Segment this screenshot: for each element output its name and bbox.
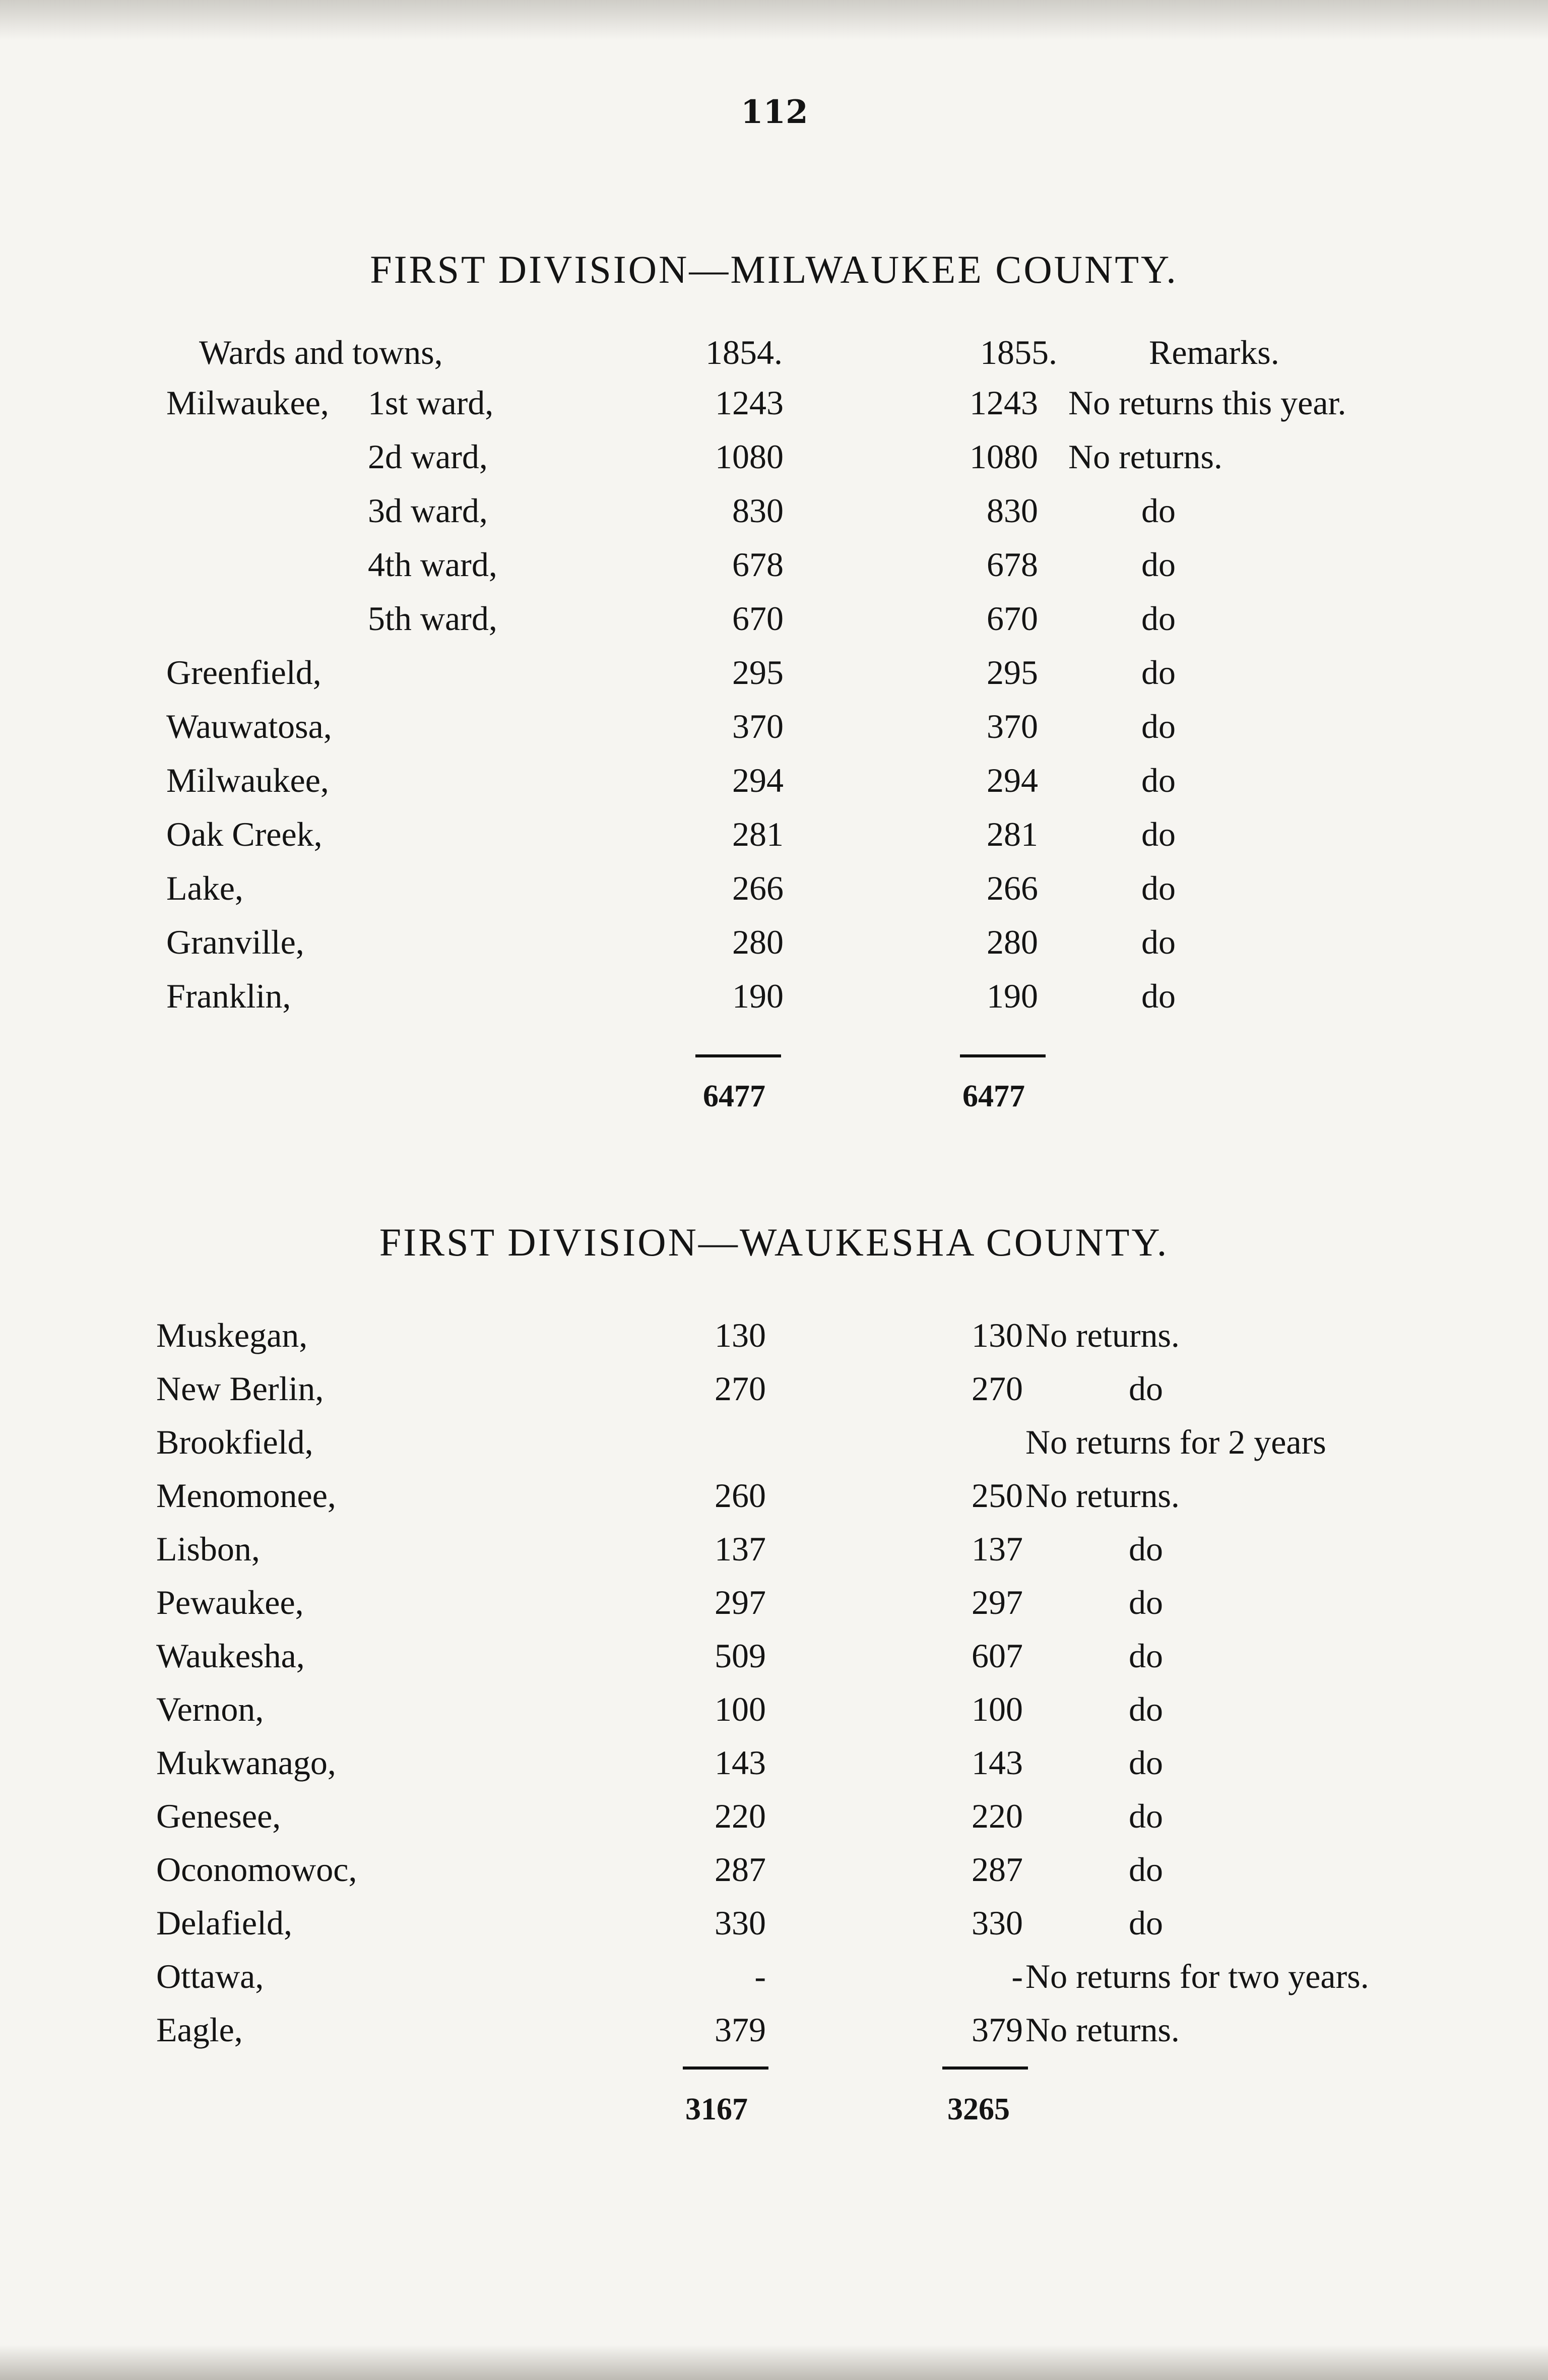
row-value-1855: - — [1011, 1957, 1023, 1995]
row-name: Ottawa, — [156, 1957, 264, 1995]
header-1854: 1854. — [705, 333, 783, 371]
row-value-1855: 330 — [972, 1904, 1023, 1942]
row-value-1855: 137 — [972, 1530, 1023, 1568]
table-row — [0, 1743, 1548, 1798]
row-value-1855: 130 — [972, 1316, 1023, 1354]
row-value-1855: 294 — [987, 761, 1038, 799]
header-remarks: Remarks. — [1149, 333, 1279, 371]
row-value-1855: 1243 — [970, 384, 1038, 422]
waukesha-total-1855: 3265 — [947, 2092, 1010, 2126]
row-value-1854: 143 — [715, 1743, 766, 1782]
row-remarks: do — [1141, 869, 1176, 907]
row-name: Oak Creek, — [166, 815, 322, 853]
row-subdivision: 1st ward, — [368, 384, 494, 422]
row-value-1854: 100 — [715, 1690, 766, 1728]
row-value-1854: 295 — [732, 653, 784, 692]
row-remarks: do — [1141, 491, 1176, 530]
row-value-1854: 281 — [732, 815, 784, 853]
row-value-1855: 270 — [972, 1369, 1023, 1408]
row-remarks: No returns. — [1025, 2011, 1180, 2049]
row-name: Eagle, — [156, 2011, 243, 2049]
row-value-1855: 143 — [972, 1743, 1023, 1782]
table-row — [0, 1583, 1548, 1638]
row-remarks: do — [1129, 1637, 1163, 1675]
row-value-1854: 509 — [715, 1637, 766, 1675]
row-remarks: do — [1129, 1690, 1163, 1728]
row-value-1855: 100 — [972, 1690, 1023, 1728]
row-value-1854: 287 — [715, 1850, 766, 1889]
row-name: Oconomowoc, — [156, 1850, 357, 1889]
row-value-1854: 670 — [732, 599, 784, 638]
row-value-1854: 297 — [715, 1583, 766, 1621]
row-value-1855: 607 — [972, 1637, 1023, 1675]
table-row — [0, 1369, 1548, 1424]
table-row — [0, 653, 1548, 708]
header-wards-and-towns: Wards and towns, — [199, 333, 443, 371]
row-name: Genesee, — [156, 1797, 281, 1835]
table-row — [0, 1850, 1548, 1905]
table-row — [0, 437, 1548, 492]
milwaukee-total-1855: 6477 — [962, 1079, 1025, 1113]
row-value-1854: 266 — [732, 869, 784, 907]
row-subdivision: 5th ward, — [368, 599, 497, 638]
row-value-1854: 130 — [715, 1316, 766, 1354]
row-value-1854: 370 — [732, 707, 784, 745]
row-value-1854: - — [754, 1957, 766, 1995]
row-remarks: do — [1141, 707, 1176, 745]
row-value-1854: 280 — [732, 923, 784, 961]
row-remarks: No returns this year. — [1068, 384, 1346, 422]
table-row — [0, 1316, 1548, 1371]
table-row — [0, 1957, 1548, 2012]
row-value-1855: 379 — [972, 2011, 1023, 2049]
row-value-1855: 830 — [987, 491, 1038, 530]
milwaukee-total-1854: 6477 — [703, 1079, 765, 1113]
waukesha-section-title: FIRST DIVISION—WAUKESHA COUNTY. — [379, 1220, 1169, 1264]
row-value-1855: 1080 — [970, 437, 1038, 476]
header-1855: 1855. — [980, 333, 1057, 371]
row-value-1854: 379 — [715, 2011, 766, 2049]
milwaukee-section-title: FIRST DIVISION—MILWAUKEE COUNTY. — [370, 247, 1178, 291]
row-value-1854: 1243 — [715, 384, 784, 422]
row-name: Milwaukee, — [166, 761, 329, 799]
table-row — [0, 599, 1548, 654]
row-value-1855: 295 — [987, 653, 1038, 692]
table-row — [0, 1476, 1548, 1531]
row-value-1855: 250 — [972, 1476, 1023, 1515]
row-name: Granville, — [166, 923, 304, 961]
row-subdivision: 4th ward, — [368, 545, 497, 584]
row-value-1855: 220 — [972, 1797, 1023, 1835]
table-row — [0, 1689, 1548, 1745]
table-row — [0, 976, 1548, 1032]
row-value-1855: 297 — [972, 1583, 1023, 1621]
row-value-1854: 294 — [732, 761, 784, 799]
row-name: Pewaukee, — [156, 1583, 304, 1621]
table-row — [0, 1903, 1548, 1959]
row-value-1854: 190 — [732, 977, 784, 1015]
row-subdivision: 2d ward, — [368, 437, 488, 476]
row-name: Wauwatosa, — [166, 707, 332, 745]
table-row — [0, 1422, 1548, 1478]
table-row — [0, 1796, 1548, 1852]
row-value-1855: 678 — [987, 545, 1038, 584]
row-remarks: do — [1129, 1797, 1163, 1835]
row-name: Franklin, — [166, 977, 291, 1015]
row-remarks: do — [1129, 1904, 1163, 1942]
table-row — [0, 383, 1548, 439]
row-remarks: No returns for two years. — [1025, 1957, 1369, 1995]
waukesha-total-rule-1854 — [683, 2066, 768, 2070]
page-number: 112 — [741, 93, 808, 131]
row-name: Lake, — [166, 869, 243, 907]
row-name: Greenfield, — [166, 653, 321, 692]
table-row — [0, 491, 1548, 546]
row-remarks: No returns. — [1025, 1476, 1180, 1515]
row-remarks: No returns for 2 years — [1025, 1423, 1326, 1461]
table-row — [0, 922, 1548, 978]
bottom-edge-shading — [0, 2345, 1548, 2380]
row-remarks: do — [1141, 599, 1176, 638]
row-remarks: do — [1129, 1850, 1163, 1889]
row-remarks: No returns. — [1025, 1316, 1180, 1354]
row-name: Muskegan, — [156, 1316, 308, 1354]
table-row — [0, 868, 1548, 924]
row-value-1854: 220 — [715, 1797, 766, 1835]
row-remarks: do — [1129, 1583, 1163, 1621]
row-value-1855: 287 — [972, 1850, 1023, 1889]
milwaukee-header-row — [0, 333, 1548, 388]
row-remarks: do — [1141, 653, 1176, 692]
row-remarks: do — [1141, 761, 1176, 799]
milwaukee-total-rule-1854 — [695, 1054, 781, 1057]
row-value-1854: 1080 — [715, 437, 784, 476]
row-name: Waukesha, — [156, 1637, 305, 1675]
table-row — [0, 2010, 1548, 2065]
top-edge-shading — [0, 0, 1548, 40]
row-value-1854: 270 — [715, 1369, 766, 1408]
row-name: Vernon, — [156, 1690, 264, 1728]
table-row — [0, 815, 1548, 870]
table-row — [0, 707, 1548, 762]
row-value-1855: 370 — [987, 707, 1038, 745]
row-remarks: do — [1141, 815, 1176, 853]
row-remarks: do — [1141, 923, 1176, 961]
row-value-1855: 266 — [987, 869, 1038, 907]
row-name: New Berlin, — [156, 1369, 324, 1408]
row-value-1854: 260 — [715, 1476, 766, 1515]
row-name: Milwaukee, — [166, 384, 329, 422]
row-name: Mukwanago, — [156, 1743, 336, 1782]
row-value-1854: 330 — [715, 1904, 766, 1942]
waukesha-total-rule-1855 — [942, 2066, 1028, 2070]
row-value-1855: 280 — [987, 923, 1038, 961]
row-name: Menomonee, — [156, 1476, 336, 1515]
row-remarks: do — [1141, 977, 1176, 1015]
row-value-1854: 137 — [715, 1530, 766, 1568]
row-value-1854: 830 — [732, 491, 784, 530]
waukesha-total-1854: 3167 — [685, 2092, 748, 2126]
row-value-1855: 190 — [987, 977, 1038, 1015]
table-row — [0, 1636, 1548, 1692]
table-row — [0, 761, 1548, 816]
table-row — [0, 545, 1548, 600]
row-value-1855: 281 — [987, 815, 1038, 853]
row-name: Lisbon, — [156, 1530, 260, 1568]
milwaukee-total-rule-1855 — [960, 1054, 1046, 1057]
row-name: Delafield, — [156, 1904, 292, 1942]
row-subdivision: 3d ward, — [368, 491, 488, 530]
row-value-1855: 670 — [987, 599, 1038, 638]
row-remarks: do — [1129, 1530, 1163, 1568]
row-name: Brookfield, — [156, 1423, 313, 1461]
row-remarks: do — [1129, 1743, 1163, 1782]
table-row — [0, 1529, 1548, 1585]
row-value-1854: 678 — [732, 545, 784, 584]
row-remarks: do — [1129, 1369, 1163, 1408]
row-remarks: No returns. — [1068, 437, 1222, 476]
row-remarks: do — [1141, 545, 1176, 584]
